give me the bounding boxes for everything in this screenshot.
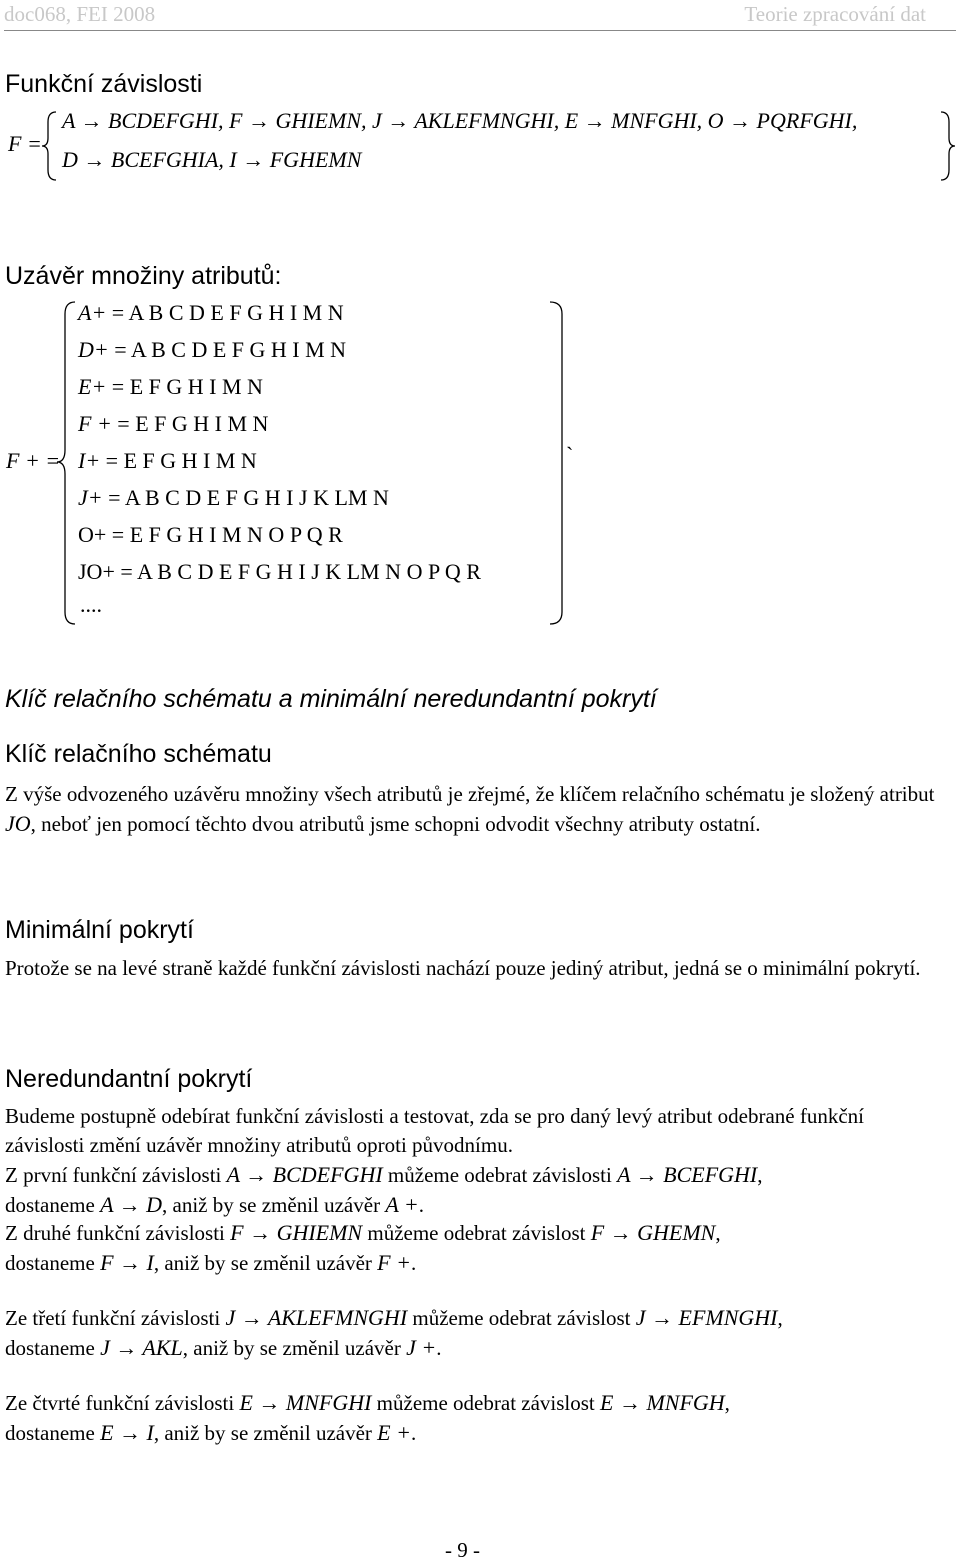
key-text-after: , neboť jen pomocí těchto dvou atributů jsme schopni odvodit všechny atributy ostatní. — [30, 812, 761, 836]
text: dostaneme — [5, 1336, 95, 1360]
text: , aniž by se změnil uzávěr — [162, 1193, 381, 1217]
closure-row-rhs: = A B C D E F G H I M N — [111, 300, 344, 325]
math: E → MNFGH — [600, 1390, 725, 1415]
text: . — [410, 1421, 417, 1445]
header-course-title: Teorie zpracování dat — [744, 2, 926, 26]
math: F → GHIEMN — [230, 1220, 363, 1245]
text: , — [715, 1221, 721, 1245]
fd-line-2: D → BCEFGHIA, I → FGHEMN — [62, 147, 362, 172]
text: Ze čtvrté funkční závislosti — [5, 1391, 235, 1415]
math: F → GHEMN — [590, 1220, 716, 1245]
text: , — [777, 1306, 783, 1330]
text: , aniž by se změnil uzávěr — [182, 1336, 401, 1360]
closure-row — [78, 411, 268, 437]
math: F → I — [100, 1250, 154, 1275]
math: J → AKLEFMNGHI — [225, 1305, 408, 1330]
nonred-paragraph-1 — [5, 1160, 945, 1220]
key-paragraph — [5, 780, 945, 839]
closure-right-bracket — [548, 300, 572, 628]
min-cover-text: Protože se na levé straně každé funkční závislosti nachází pouze jediný atribut, jedná se o minimální pokrytí. — [5, 956, 921, 980]
key-math: JO — [5, 811, 31, 836]
closure-row — [78, 448, 257, 474]
text: . — [418, 1193, 424, 1217]
fd-section-title: Funkční závislosti — [5, 70, 203, 98]
closure-row — [78, 374, 263, 400]
closure-row-rhs: = E F G H I M N — [111, 374, 263, 399]
text: můžeme odebrat závislost — [376, 1391, 595, 1415]
text: můžeme odebrat závislost — [412, 1306, 631, 1330]
text: dostaneme — [5, 1251, 95, 1275]
closure-row — [78, 300, 344, 326]
closure-left-brace — [55, 300, 79, 628]
text: Ze třetí funkční závislosti — [5, 1306, 221, 1330]
nonred-paragraph-4 — [5, 1388, 945, 1448]
closure-row-rhs: = A B C D E F G H I J K LM N O P Q R — [120, 559, 481, 584]
nonred-title: Neredundantní pokrytí — [5, 1065, 253, 1093]
math: E → I — [100, 1420, 154, 1445]
math: E → MNFGHI — [239, 1390, 372, 1415]
math: J + — [406, 1335, 437, 1360]
min-cover-title: Minimální pokrytí — [5, 916, 194, 944]
text: Z druhé funkční závislosti — [5, 1221, 225, 1245]
math: A → D — [100, 1192, 162, 1217]
math: J → EFMNGHI — [635, 1305, 778, 1330]
key-subtitle: Klíč relačního schématu — [5, 740, 272, 768]
closure-row-lhs: A+ — [78, 300, 107, 325]
math: A → BCEFGHI — [617, 1162, 758, 1187]
closure-row-lhs: I+ — [78, 448, 101, 473]
closure-row-lhs: E+ — [78, 374, 107, 399]
fd-line-1: A → BCDEFGHI, F → GHIEMN, J → AKLEFMNGHI, E → MNFGHI, O → PQRFGHI, — [62, 108, 858, 133]
closure-trailing-mark: ` — [566, 442, 574, 467]
text: Z první funkční závislosti — [5, 1163, 222, 1187]
closure-row — [78, 485, 389, 511]
text: můžeme odebrat závislosti — [387, 1163, 612, 1187]
fd-right-brace — [937, 110, 957, 182]
closure-row-rhs: = E F G H I M N — [117, 411, 269, 436]
closure-row-lhs: JO+ — [78, 559, 115, 584]
page-number: - 9 - — [445, 1538, 480, 1562]
closure-row-rhs: = A B C D E F G H I J K LM N — [108, 485, 389, 510]
closure-row-lhs: D+ — [78, 337, 109, 362]
closure-row-rhs: = E F G H I M N O P Q R — [111, 522, 343, 547]
text: . — [436, 1336, 442, 1360]
header-divider — [4, 30, 956, 31]
fd-left-brace — [40, 110, 60, 182]
closure-row-lhs: J+ — [78, 485, 103, 510]
nonred-paragraph-2 — [5, 1218, 945, 1278]
text: dostaneme — [5, 1421, 95, 1445]
math: A → BCDEFGHI — [226, 1162, 383, 1187]
nonred-intro: Budeme postupně odebírat funkční závislosti a testovat, zda se pro daný levý atribut odebrané funkční závislosti změní uzávěr množiny atributů oproti původnímu. — [5, 1104, 865, 1157]
text: , — [757, 1163, 763, 1187]
text: dostaneme — [5, 1193, 95, 1217]
closure-row — [78, 522, 343, 548]
key-main-title: Klíč relačního schématu a minimální neredundantní pokrytí — [5, 685, 657, 713]
text: , aniž by se změnil uzávěr — [153, 1251, 372, 1275]
math: A + — [385, 1192, 419, 1217]
closure-row — [78, 337, 346, 363]
text: , — [724, 1391, 730, 1415]
text: , aniž by se změnil uzávěr — [153, 1421, 372, 1445]
closure-section-title: Uzávěr množiny atributů: — [5, 262, 282, 290]
math: E + — [377, 1420, 411, 1445]
closure-row-lhs: F + — [78, 411, 112, 436]
closure-ellipsis: .... — [80, 592, 102, 617]
math: J → AKL — [100, 1335, 183, 1360]
closure-lhs: F + = — [6, 448, 61, 473]
text: můžeme odebrat závislost — [367, 1221, 586, 1245]
math: F + — [377, 1250, 411, 1275]
closure-row-lhs: O+ — [78, 522, 107, 547]
key-text-before: Z výše odvozeného uzávěru množiny všech atributů je zřejmé, že klíčem relačního schématu je složený atribut — [5, 782, 935, 806]
fd-lhs: F = — [8, 131, 42, 156]
header-doc-id: doc068, FEI 2008 — [4, 2, 156, 26]
closure-row-rhs: = E F G H I M N — [105, 448, 257, 473]
closure-row — [78, 559, 481, 585]
nonred-paragraph-3 — [5, 1303, 945, 1363]
closure-row-rhs: = A B C D E F G H I M N — [114, 337, 347, 362]
text: . — [410, 1251, 417, 1275]
